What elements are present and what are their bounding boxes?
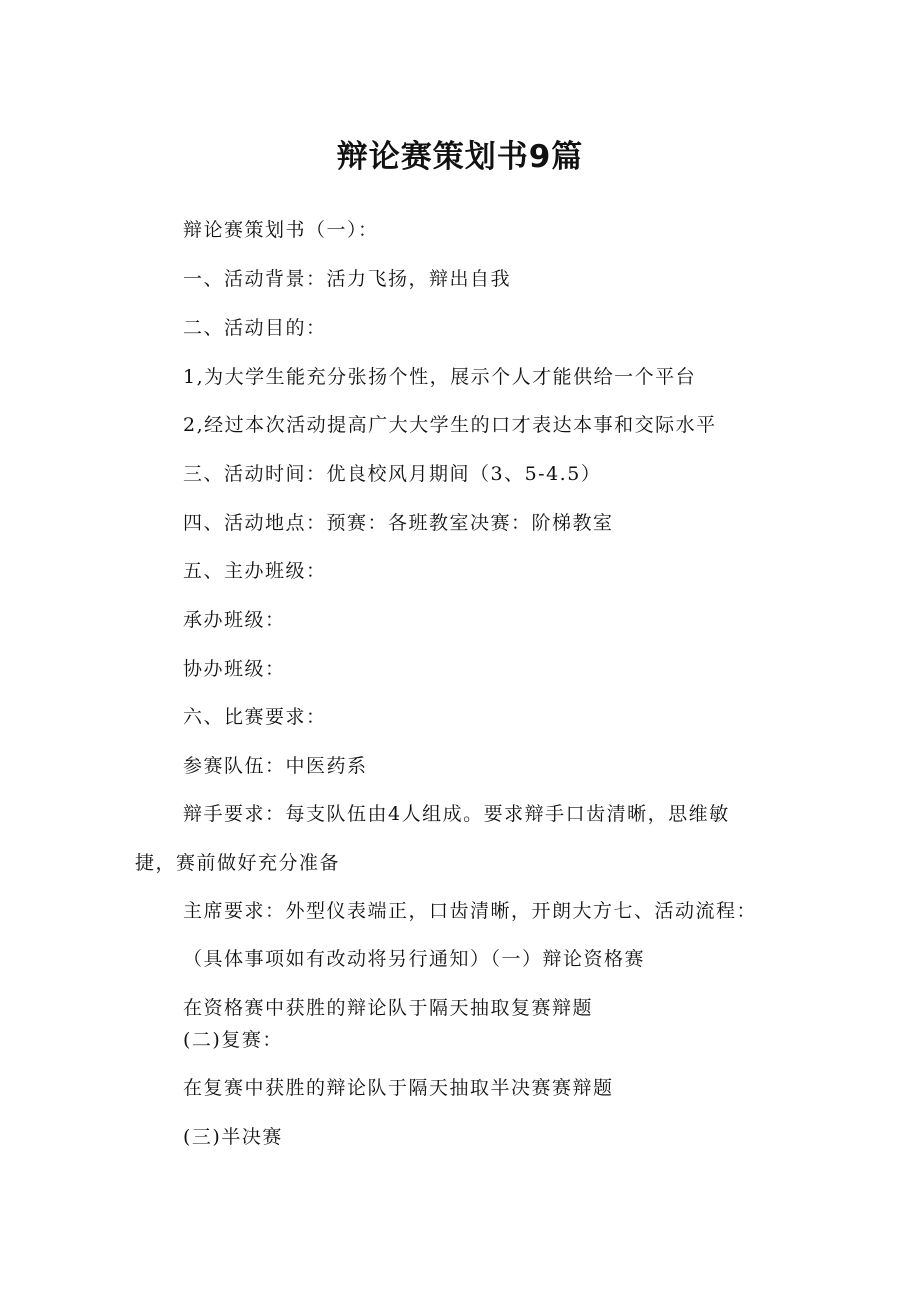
text-line: (二)复赛：	[183, 1029, 283, 1051]
text-line: 一、活动背景：活力飞扬，辩出自我	[183, 268, 512, 290]
text-line: 捷，赛前做好充分准备	[135, 852, 341, 874]
text-line: 主席要求：外型仪表端正，口齿清晰，开朗大方七、活动流程：	[183, 900, 758, 922]
text-line: 2,经过本次活动提高广大大学生的口才表达本事和交际水平	[183, 414, 717, 436]
text-line: 五、主办班级：	[183, 560, 327, 582]
document-title: 辩论赛策划书9篇	[336, 139, 584, 175]
text-line: 在资格赛中获胜的辩论队于隔天抽取复赛辩题	[183, 997, 594, 1019]
text-line: 辩手要求：每支队伍由4人组成。要求辩手口齿清晰，思维敏	[183, 803, 730, 825]
text-line: 辩论赛策划书（一）：	[183, 219, 379, 241]
text-line: 三、活动时间：优良校风月期间（3、5-4.5）	[183, 463, 602, 485]
text-line: 协办班级：	[183, 658, 286, 680]
text-line: （具体事项如有改动将另行通知）（一）辩论资格赛	[183, 948, 646, 970]
text-line: (三)半决赛	[183, 1126, 283, 1148]
text-line: 二、活动目的：	[183, 317, 327, 339]
text-line: 1,为大学生能充分张扬个性，展示个人才能供给一个平台	[183, 366, 697, 388]
text-line: 在复赛中获胜的辩论队于隔天抽取半决赛赛辩题	[183, 1077, 614, 1099]
text-line: 四、活动地点：预赛：各班教室决赛：阶梯教室	[183, 512, 614, 534]
text-line: 六、比赛要求：	[183, 706, 327, 728]
text-line: 参赛队伍：中医药系	[183, 755, 368, 777]
text-line: 承办班级：	[183, 609, 286, 631]
